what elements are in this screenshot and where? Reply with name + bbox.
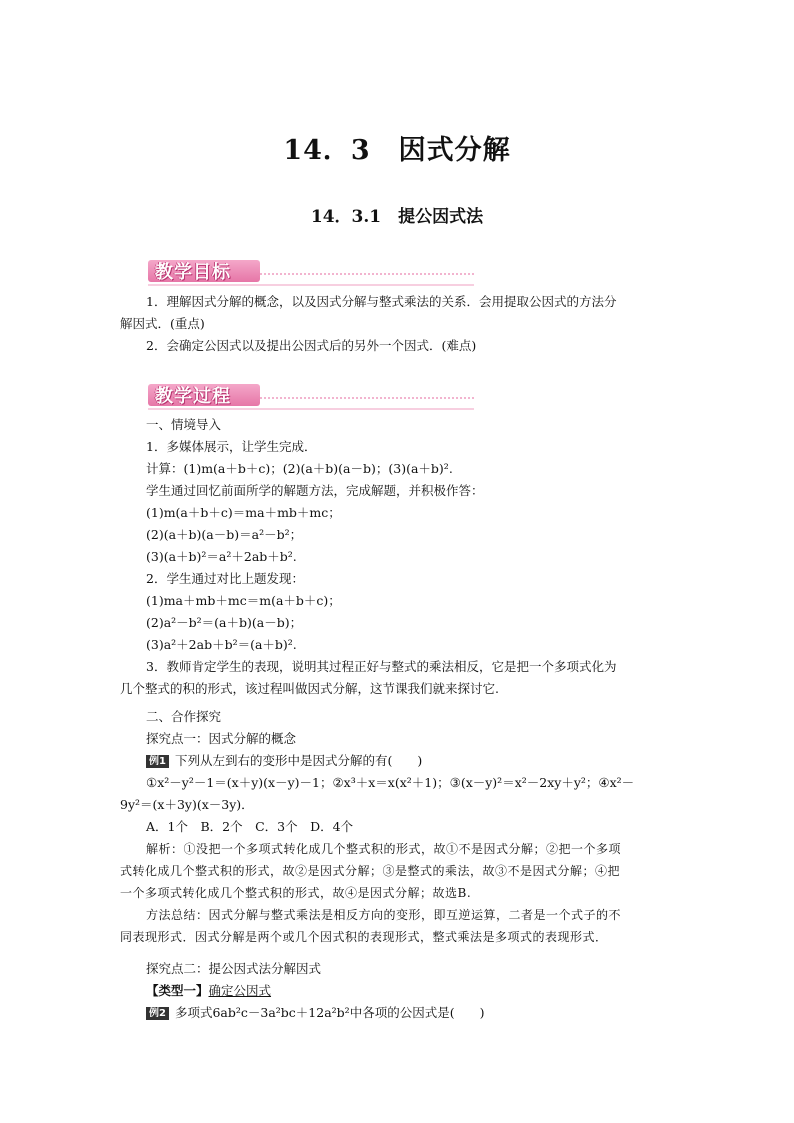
example-question-text: 下列从左到右的变形中是因式分解的有( ): [174, 753, 423, 768]
objective-line: 1．理解因式分解的概念，以及因式分解与整式乘法的关系．会用提取公因式的方法分: [146, 294, 617, 309]
process-line: 计算：(1)m(a＋b＋c)；(2)(a＋b)(a－b)；(3)(a＋b)².: [146, 461, 453, 476]
type-label: 【类型一】: [146, 983, 209, 998]
process-line: (2)(a＋b)(a－b)＝a²－b²；: [146, 527, 303, 542]
banner-underline: [148, 284, 474, 286]
example-formula: ①x²－y²－1＝(x＋y)(x－y)－1；②x³＋x＝x(x²＋1)；③(x－y)²＝x²－2xy＋y²；④x²－: [146, 775, 635, 790]
process-text: [120, 414, 680, 700]
type-title: 确定公因式: [208, 983, 272, 998]
process-line: (2)a²－b²＝(a＋b)(a－b)；: [146, 615, 303, 630]
process-line: (1)m(a＋b＋c)＝ma＋mb＋mc；: [146, 505, 341, 520]
page-subtitle: 14．3.1 提公因式法: [310, 207, 484, 227]
banner-dots: [260, 273, 474, 275]
objectives-text: [120, 291, 680, 357]
example-analysis: 解析：①没把一个多项式转化成几个整式积的形式，故①不是因式分解；②把一个多项: [146, 842, 622, 856]
example-question: [120, 1002, 680, 1024]
page-title: 14．3 因式分解: [283, 135, 511, 166]
example-question: [120, 750, 680, 772]
process-line: (3)(a＋b)²＝a²＋2ab＋b².: [146, 549, 297, 564]
point-heading: 探究点二：提公因式法分解因式: [146, 961, 322, 976]
point2-text: [120, 958, 680, 1024]
banner-label: 教学目标: [155, 262, 231, 283]
example-formula: 9y²＝(x＋3y)(x－3y)．: [120, 797, 254, 812]
section-banner-objectives: [148, 256, 474, 286]
example-analysis: 式转化成几个整式积的形式，故②是因式分解；③是整式的乘法，故③不是因式分解；④把: [120, 864, 621, 878]
banner-dots: [260, 397, 474, 399]
process-line: 3．教师肯定学生的表现，说明其过程正好与整式的乘法相反，它是把一个多项式化为: [146, 659, 617, 674]
point-heading: 探究点一：因式分解的概念: [146, 731, 297, 746]
example-badge: 例2: [146, 1007, 169, 1020]
banner-underline: [148, 408, 474, 410]
type-heading: [120, 980, 680, 1002]
process-line: 学生通过回忆前面所学的解题方法，完成解题，并积极作答：: [146, 483, 484, 498]
cooperative-text: [120, 706, 680, 948]
section-heading: 二、合作探究: [146, 709, 222, 724]
section-banner-process: [148, 380, 474, 410]
process-line: (3)a²＋2ab＋b²＝(a＋b)².: [146, 637, 297, 652]
process-line: 1．多媒体展示，让学生完成．: [146, 439, 317, 454]
example-badge: 例1: [146, 755, 169, 768]
example-analysis: 一个多项式转化成几个整式积的形式，故④是因式分解；故选B.: [120, 886, 472, 900]
objective-line: 解因式．(重点): [120, 316, 205, 331]
example-options: A．1个 B．2个 C．3个 D．4个: [146, 819, 354, 834]
process-line: (1)ma＋mb＋mc＝m(a＋b＋c)；: [146, 593, 341, 608]
method-summary: 方法总结：因式分解与整式乘法是相反方向的变形，即互逆运算，二者是一个式子的不: [146, 908, 622, 922]
process-line: 几个整式的积的形式，该过程叫做因式分解，这节课我们就来探讨它.: [120, 681, 499, 696]
method-summary: 同表现形式．因式分解是两个或几个因式积的表现形式，整式乘法是多项式的表现形式．: [120, 930, 608, 944]
process-line: 2．学生通过对比上题发现：: [146, 571, 304, 586]
example-question-text: 多项式6ab²c－3a²bc＋12a²b²中各项的公因式是( ): [174, 1005, 485, 1020]
banner-label: 教学过程: [155, 386, 231, 407]
objective-line: 2．会确定公因式以及提出公因式后的另外一个因式．(难点): [146, 338, 477, 353]
process-line: 一、情境导入: [146, 417, 222, 432]
